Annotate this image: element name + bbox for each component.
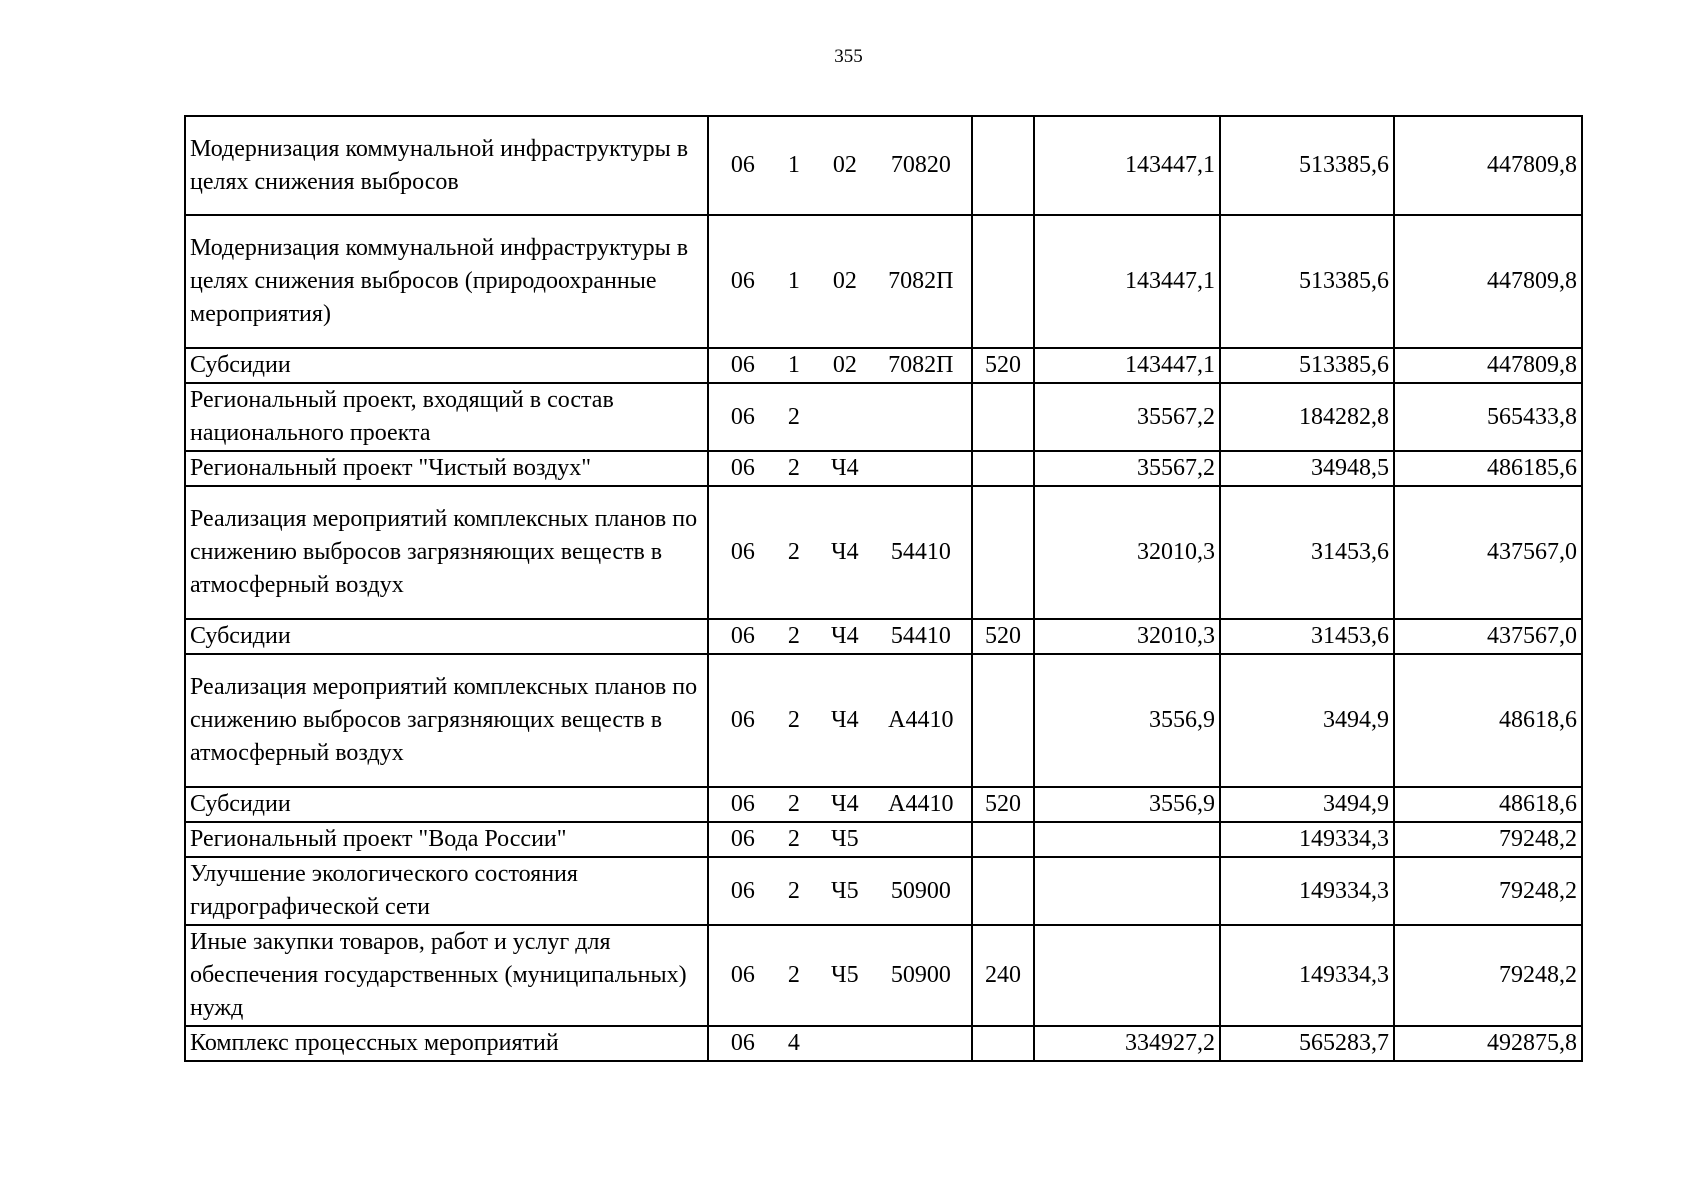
code-part-c3: Ч4 — [831, 455, 859, 481]
amount-y2: 31453,6 — [1220, 619, 1394, 654]
amount-y1 — [1034, 857, 1220, 925]
target-article-code — [708, 654, 972, 787]
table-row — [185, 383, 1582, 451]
expense-type-code — [972, 451, 1034, 486]
code-part-c3: Ч5 — [831, 826, 859, 852]
row-name: Комплекс процессных мероприятий — [185, 1026, 708, 1061]
code-part-c2: 2 — [787, 877, 800, 904]
row-name: Модернизация коммунальной инфраструктуры в целях снижения выбросов — [185, 116, 708, 215]
code-part-c4: 70820 — [890, 152, 951, 178]
amount-y3: 447809,8 — [1394, 116, 1582, 215]
code-part-c3: 02 — [832, 268, 857, 294]
amount-y3: 437567,0 — [1394, 619, 1582, 654]
code-part-c1: 06 — [730, 455, 755, 481]
amount-y3: 79248,2 — [1394, 925, 1582, 1026]
amount-y2: 565283,7 — [1220, 1026, 1394, 1061]
code-part-c1: 06 — [730, 623, 755, 649]
code-part-c1: 06 — [730, 539, 755, 565]
code-part-c2: 2 — [787, 623, 800, 649]
code-part-c3: Ч4 — [831, 539, 859, 565]
code-part-c3: Ч4 — [831, 791, 859, 817]
row-name: Модернизация коммунальной инфраструктуры в целях снижения выбросов (природоохранные мероприятия) — [185, 215, 708, 348]
amount-y3: 437567,0 — [1394, 486, 1582, 619]
table-row — [185, 822, 1582, 857]
code-part-c1: 06 — [730, 877, 755, 904]
expense-type-code — [972, 116, 1034, 215]
code-part-c4: 54410 — [890, 539, 951, 565]
code-part-c3: 02 — [832, 152, 857, 178]
code-part-c4: 50900 — [890, 962, 951, 988]
code-part-c2: 1 — [787, 352, 800, 378]
code-part-c1: 06 — [730, 403, 755, 430]
amount-y3: 565433,8 — [1394, 383, 1582, 451]
code-part-c1: 06 — [730, 352, 755, 378]
expense-type-code — [972, 654, 1034, 787]
amount-y1 — [1034, 822, 1220, 857]
expense-type-code — [972, 486, 1034, 619]
code-part-c3: 02 — [832, 352, 857, 378]
budget-table-body — [185, 116, 1582, 1061]
target-article-code — [708, 116, 972, 215]
expense-type-code — [972, 383, 1034, 451]
expense-type-code: 520 — [972, 787, 1034, 822]
table-row — [185, 215, 1582, 348]
code-part-c1: 06 — [730, 791, 755, 817]
row-name: Субсидии — [185, 787, 708, 822]
code-part-c2: 2 — [787, 403, 800, 430]
row-name: Реализация мероприятий комплексных планов по снижению выбросов загрязняющих веществ в атмосферный воздух — [185, 654, 708, 787]
amount-y1: 32010,3 — [1034, 619, 1220, 654]
code-part-c2: 2 — [787, 455, 800, 481]
target-article-code — [708, 348, 972, 383]
amount-y2: 513385,6 — [1220, 348, 1394, 383]
target-article-code — [708, 215, 972, 348]
target-article-code — [708, 383, 972, 451]
amount-y1: 334927,2 — [1034, 1026, 1220, 1061]
amount-y3: 79248,2 — [1394, 822, 1582, 857]
target-article-code — [708, 619, 972, 654]
amount-y1: 3556,9 — [1034, 654, 1220, 787]
expense-type-code: 520 — [972, 348, 1034, 383]
row-name: Региональный проект "Вода России" — [185, 822, 708, 857]
code-part-c1: 06 — [730, 707, 755, 733]
amount-y1: 3556,9 — [1034, 787, 1220, 822]
table-row — [185, 116, 1582, 215]
amount-y3: 48618,6 — [1394, 654, 1582, 787]
amount-y1: 143447,1 — [1034, 348, 1220, 383]
code-part-c4: 7082П — [888, 268, 954, 294]
amount-y2: 3494,9 — [1220, 654, 1394, 787]
amount-y3: 447809,8 — [1394, 348, 1582, 383]
row-name: Субсидии — [185, 348, 708, 383]
target-article-code — [708, 451, 972, 486]
amount-y1 — [1034, 925, 1220, 1026]
target-article-code — [708, 822, 972, 857]
table-row — [185, 787, 1582, 822]
amount-y2: 149334,3 — [1220, 925, 1394, 1026]
code-part-c1: 06 — [730, 962, 755, 988]
code-part-c1: 06 — [730, 826, 755, 852]
amount-y3: 486185,6 — [1394, 451, 1582, 486]
code-part-c3: Ч5 — [831, 877, 859, 904]
target-article-code — [708, 486, 972, 619]
code-part-c4: 50900 — [890, 877, 951, 904]
row-name: Региональный проект "Чистый воздух" — [185, 451, 708, 486]
amount-y3: 48618,6 — [1394, 787, 1582, 822]
code-part-c4: А4410 — [888, 791, 954, 817]
amount-y3: 492875,8 — [1394, 1026, 1582, 1061]
expense-type-code — [972, 822, 1034, 857]
table-row — [185, 925, 1582, 1026]
amount-y1: 32010,3 — [1034, 486, 1220, 619]
amount-y1: 35567,2 — [1034, 451, 1220, 486]
row-name: Реализация мероприятий комплексных планов по снижению выбросов загрязняющих веществ в атмосферный воздух — [185, 486, 708, 619]
amount-y2: 31453,6 — [1220, 486, 1394, 619]
amount-y1: 143447,1 — [1034, 116, 1220, 215]
amount-y2: 34948,5 — [1220, 451, 1394, 486]
code-part-c2: 1 — [787, 152, 800, 178]
amount-y3: 79248,2 — [1394, 857, 1582, 925]
amount-y1: 35567,2 — [1034, 383, 1220, 451]
budget-table — [184, 115, 1583, 1062]
amount-y3: 447809,8 — [1394, 215, 1582, 348]
target-article-code — [708, 787, 972, 822]
code-part-c2: 2 — [787, 539, 800, 565]
expense-type-code: 240 — [972, 925, 1034, 1026]
table-row — [185, 451, 1582, 486]
expense-type-code — [972, 857, 1034, 925]
code-part-c3: Ч4 — [831, 623, 859, 649]
amount-y2: 513385,6 — [1220, 116, 1394, 215]
table-row — [185, 857, 1582, 925]
page-number: 355 — [834, 46, 863, 67]
code-part-c2: 4 — [787, 1030, 800, 1056]
table-row — [185, 619, 1582, 654]
code-part-c2: 1 — [787, 268, 800, 294]
row-name: Иные закупки товаров, работ и услуг для обеспечения государственных (муниципальных) нужд — [185, 925, 708, 1026]
code-part-c2: 2 — [787, 962, 800, 988]
code-part-c4: 54410 — [890, 623, 951, 649]
amount-y2: 3494,9 — [1220, 787, 1394, 822]
code-part-c3: Ч5 — [831, 962, 859, 988]
code-part-c2: 2 — [787, 826, 800, 852]
table-row — [185, 348, 1582, 383]
expense-type-code — [972, 215, 1034, 348]
amount-y2: 149334,3 — [1220, 822, 1394, 857]
code-part-c2: 2 — [787, 707, 800, 733]
amount-y2: 149334,3 — [1220, 857, 1394, 925]
code-part-c4: А4410 — [888, 707, 954, 733]
row-name: Региональный проект, входящий в состав национального проекта — [185, 383, 708, 451]
expense-type-code: 520 — [972, 619, 1034, 654]
code-part-c3: Ч4 — [831, 707, 859, 733]
target-article-code — [708, 857, 972, 925]
amount-y2: 184282,8 — [1220, 383, 1394, 451]
code-part-c2: 2 — [787, 791, 800, 817]
code-part-c1: 06 — [730, 268, 755, 294]
code-part-c1: 06 — [730, 1030, 755, 1056]
code-part-c1: 06 — [730, 152, 755, 178]
table-row — [185, 654, 1582, 787]
amount-y1: 143447,1 — [1034, 215, 1220, 348]
table-row — [185, 486, 1582, 619]
code-part-c4: 7082П — [888, 352, 954, 378]
target-article-code — [708, 1026, 972, 1061]
row-name: Субсидии — [185, 619, 708, 654]
amount-y2: 513385,6 — [1220, 215, 1394, 348]
expense-type-code — [972, 1026, 1034, 1061]
row-name: Улучшение экологического состояния гидрографической сети — [185, 857, 708, 925]
target-article-code — [708, 925, 972, 1026]
table-row — [185, 1026, 1582, 1061]
